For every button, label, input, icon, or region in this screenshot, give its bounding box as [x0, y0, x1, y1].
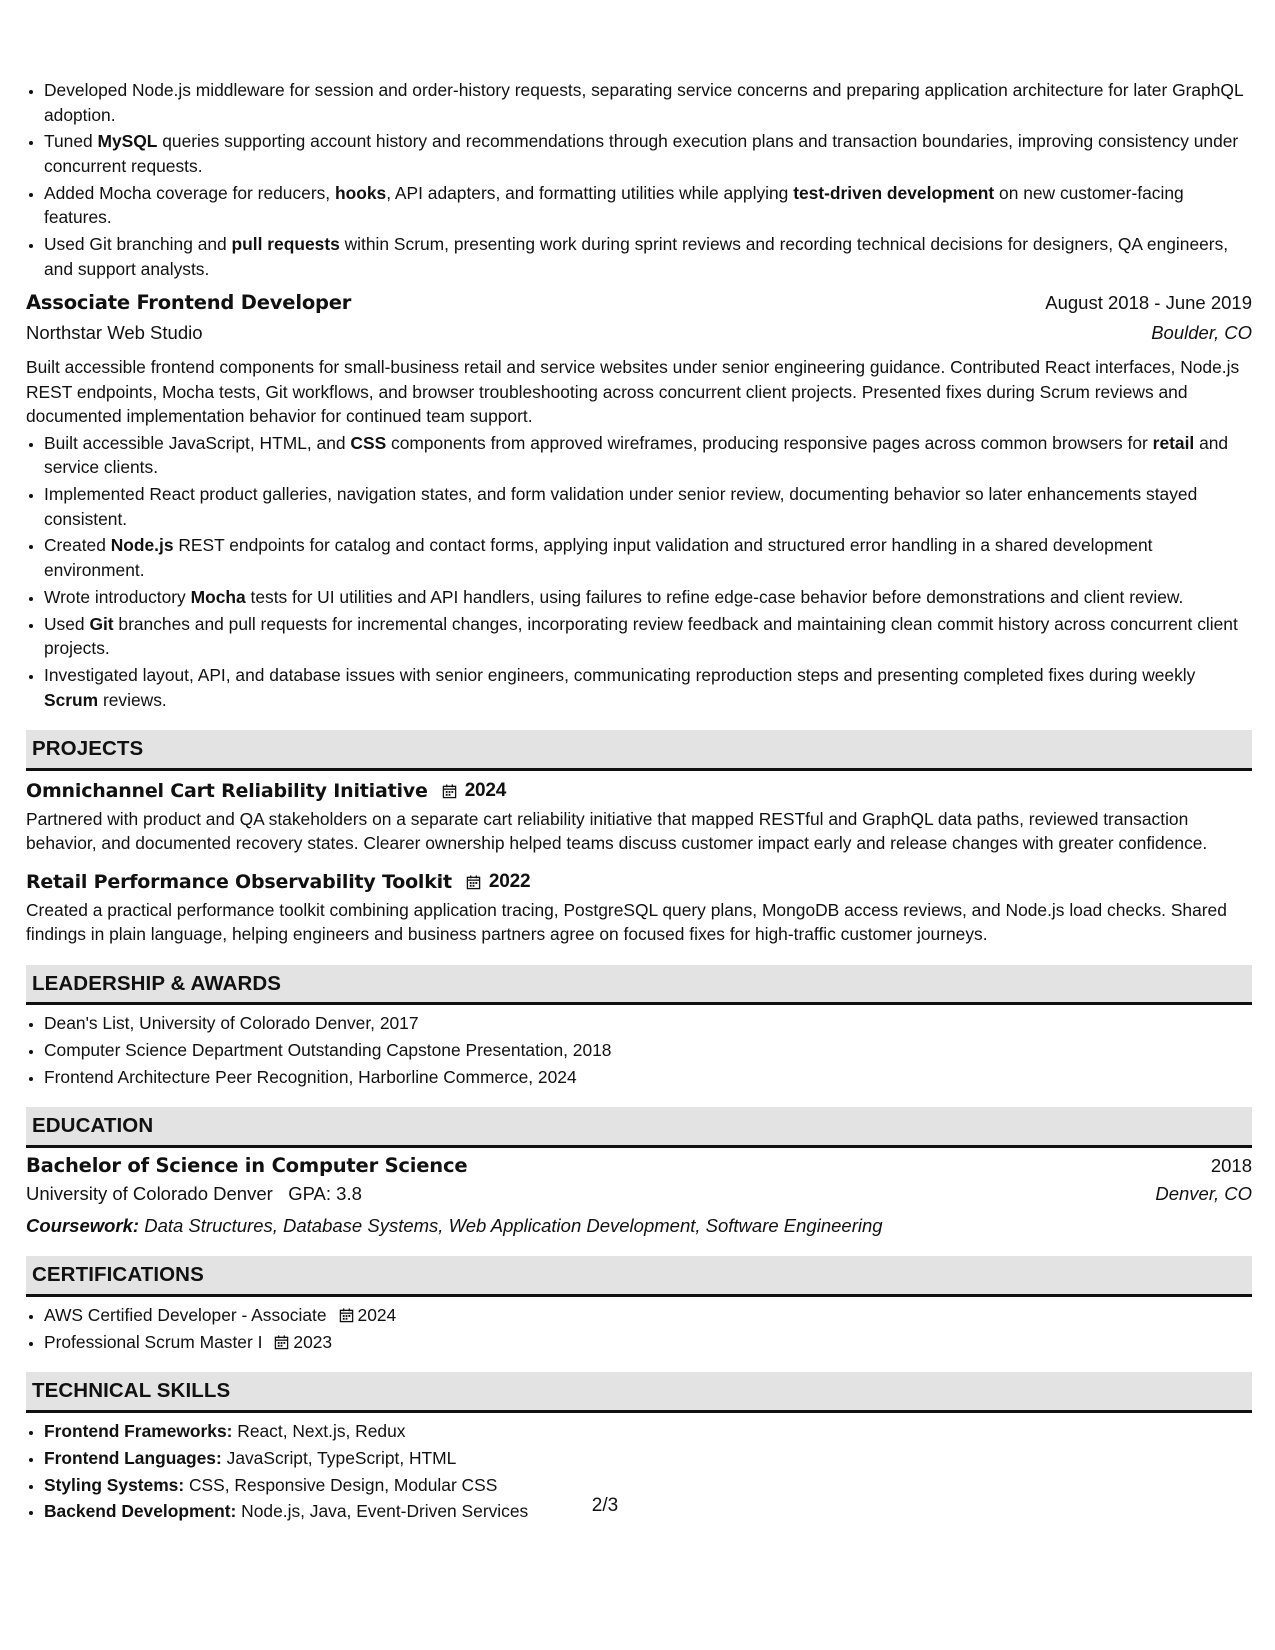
- project-title-row: [26, 868, 1252, 898]
- project-title: Retail Performance Observability Toolkit: [26, 871, 452, 894]
- certification-item: [44, 1303, 1252, 1328]
- education-location: Denver, CO: [1155, 1182, 1252, 1204]
- bold-keyword: Scrum: [44, 689, 99, 710]
- job-summary: Built accessible frontend components for small-business retail and service websites under senior engineering guidance. Contributed React interfaces, Node.js REST endpoints, Mocha tests, Git workflows, and browser troubleshooting across concurrent client projects. Presented fixes during Scrum reviews and documented implementation behavior for continued team support.: [26, 357, 1240, 427]
- skill-value: Node.js, Java, Event-Driven Services: [241, 1501, 529, 1522]
- job-bullets: [26, 431, 1252, 712]
- calendar-icon: [339, 1308, 354, 1323]
- education-gpa: GPA: 3.8: [288, 1182, 362, 1204]
- project-item: [26, 868, 1252, 947]
- calendar-icon: [466, 875, 481, 890]
- project-year: 2022: [488, 871, 531, 893]
- projects-section-header: PROJECTS: [26, 730, 1252, 771]
- award-item: • Frontend Architecture Peer Recognition, Harborline Commerce, 2024: [44, 1065, 1252, 1090]
- skill-label: Frontend Languages:: [44, 1447, 222, 1468]
- skill-label: Backend Development:: [44, 1501, 237, 1522]
- project-description: Created a practical performance toolkit combining application tracing, PostgreSQL query plans, MongoDB access reviews, and Node.js load checks. Shared findings in plain language, helping engineers and business partners agree on focused fixes for high-traffic customer journeys.: [26, 899, 1227, 945]
- job-header: [26, 291, 1252, 321]
- certification-year: 2023: [293, 1331, 333, 1352]
- bullet-item: • Added Mocha coverage for reducers, hooks, API adapters, and formatting utilities while applying test-driven development on new customer-facing features.: [44, 181, 1252, 230]
- skill-label: Styling Systems:: [44, 1474, 185, 1495]
- bullet-item: • Developed Node.js middleware for session and order-history requests, separating service concerns and preparing application architecture for later GraphQL adoption.: [44, 78, 1252, 127]
- award-item: • Dean's List, University of Colorado Denver, 2017: [44, 1011, 1252, 1036]
- skill-value: CSS, Responsive Design, Modular CSS: [188, 1474, 498, 1495]
- skill-value: JavaScript, TypeScript, HTML: [226, 1447, 457, 1468]
- calendar-icon: [274, 1335, 289, 1350]
- bold-keyword: Node.js: [110, 535, 174, 556]
- bullet-item: • Used Git branches and pull requests for incremental changes, incorporating review feedback and maintaining clean commit history across concurrent client projects.: [44, 612, 1252, 661]
- certifications-list: [26, 1303, 1252, 1354]
- bullet-item: • Tuned MySQL queries supporting account history and recommendations through execution plans and transaction boundaries, improving consistency under concurrent requests.: [44, 129, 1252, 178]
- job-subheader: [26, 321, 1252, 351]
- project-item: [26, 777, 1252, 856]
- skill-item: [44, 1446, 1252, 1471]
- bullet-item: • Wrote introductory Mocha tests for UI utilities and API handlers, using failures to refine edge-case behavior before demonstrations and client review.: [44, 585, 1252, 610]
- education-degree-row: [26, 1154, 1252, 1182]
- education-school-row: [26, 1182, 1252, 1212]
- bold-keyword: Mocha: [190, 586, 246, 607]
- bold-keyword: pull requests: [231, 234, 340, 255]
- calendar-icon: [442, 784, 457, 799]
- job-title: Associate Frontend Developer: [26, 291, 352, 315]
- bold-keyword: MySQL: [97, 131, 158, 152]
- bold-keyword: CSS: [350, 432, 387, 453]
- education-school: University of Colorado Denver: [26, 1182, 273, 1204]
- education-year: 2018: [1210, 1154, 1252, 1176]
- bold-keyword: retail: [1152, 432, 1195, 453]
- bold-keyword: Git: [89, 613, 114, 634]
- bullet-item: • Built accessible JavaScript, HTML, and CSS components from approved wireframes, producing responsive pages across common browsers for retail and service clients.: [44, 431, 1252, 480]
- skill-label: Frontend Frameworks:: [44, 1420, 233, 1441]
- certification-name: • Professional Scrum Master I: [44, 1331, 263, 1352]
- job-company: Northstar Web Studio: [26, 322, 203, 344]
- coursework-list: Data Structures, Database Systems, Web Application Development, Software Engineering: [144, 1214, 883, 1236]
- education-coursework: [26, 1214, 1252, 1239]
- resume-page: [26, 78, 1252, 1526]
- certifications-section-header: CERTIFICATIONS: [26, 1256, 1252, 1297]
- project-title-row: [26, 777, 1252, 807]
- skills-section-header: TECHNICAL SKILLS: [26, 1372, 1252, 1413]
- education-school-line: [26, 1182, 362, 1207]
- bold-keyword: hooks: [334, 182, 387, 203]
- page-number: 2/3: [591, 1495, 619, 1516]
- award-item: • Computer Science Department Outstanding Capstone Presentation, 2018: [44, 1038, 1252, 1063]
- project-title: Omnichannel Cart Reliability Initiative: [26, 780, 428, 803]
- certification-year: 2024: [357, 1304, 397, 1325]
- leadership-list: [26, 1011, 1252, 1089]
- coursework-label: Coursework:: [26, 1214, 140, 1236]
- bullet-item: • Used Git branching and pull requests within Scrum, presenting work during sprint reviews and recording technical decisions for designers, QA engineers, and support analysts.: [44, 232, 1252, 281]
- certification-name: • AWS Certified Developer - Associate: [44, 1304, 327, 1325]
- bullet-item: • Implemented React product galleries, navigation states, and form validation under senior review, documenting behavior so later enhancements stayed consistent.: [44, 482, 1252, 531]
- certification-item: [44, 1330, 1252, 1355]
- bullet-item: • Investigated layout, API, and database issues with senior engineers, communicating reproduction steps and presenting completed fixes during weekly Scrum reviews.: [44, 663, 1252, 712]
- education-section-header: EDUCATION: [26, 1107, 1252, 1148]
- leadership-section-header: LEADERSHIP & AWARDS: [26, 965, 1252, 1006]
- project-description: Partnered with product and QA stakeholders on a separate cart reliability initiative that mapped RESTful and GraphQL data paths, reviewed transaction behavior, and documented recovery states. Clearer ownership helped teams discuss customer impact early and release changes with greater confidence.: [26, 808, 1208, 854]
- skill-value: React, Next.js, Redux: [237, 1420, 406, 1441]
- job-location: Boulder, CO: [1151, 322, 1252, 344]
- bold-keyword: test-driven development: [793, 182, 995, 203]
- project-year: 2024: [464, 780, 507, 802]
- bullet-item: • Created Node.js REST endpoints for catalog and contact forms, applying input validation and structured error handling in a shared development environment.: [44, 533, 1252, 582]
- education-degree: Bachelor of Science in Computer Science: [26, 1153, 468, 1177]
- job-dates: August 2018 - June 2019: [1045, 292, 1252, 314]
- experience-bullets-continued: [26, 78, 1252, 281]
- skill-item: [44, 1419, 1252, 1444]
